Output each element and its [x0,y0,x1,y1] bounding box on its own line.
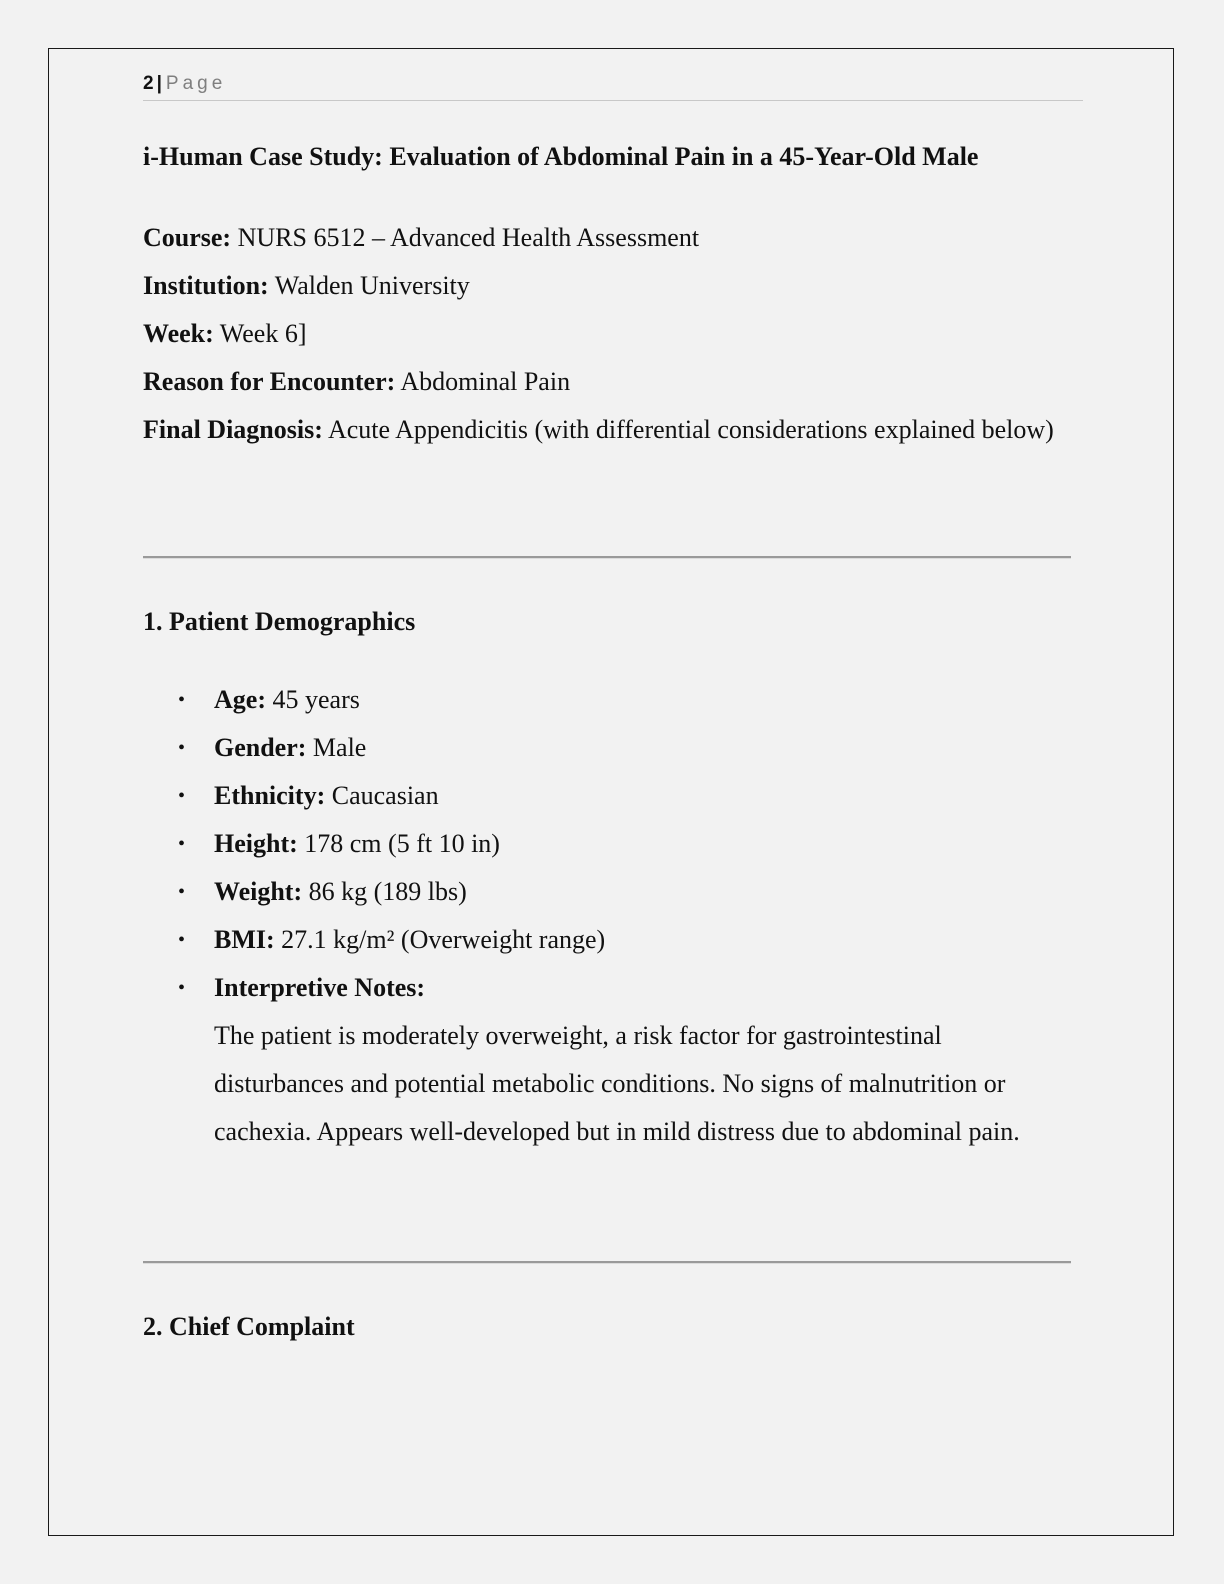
meta-week-value: Week 6] [219,319,307,348]
meta-reason-label: Reason for Encounter: [143,367,396,396]
meta-week [143,310,1063,358]
item-label: BMI: [214,925,275,954]
meta-diagnosis-label: Final Diagnosis: [143,415,323,444]
list-item-weight [178,868,1074,916]
meta-course [143,214,1063,262]
item-label: Height: [214,829,298,858]
interpretive-notes-text: The patient is moderately overweight, a risk factor for gastrointestinal disturbances and potential metabolic conditions. No signs of malnutrition or cachexia. Appears well-developed but in mild distress due to abdominal pain. [214,1021,1020,1146]
meta-week-label: Week: [143,319,214,348]
list-item-height [178,820,1074,868]
item-value: Caucasian [331,781,439,810]
meta-institution-label: Institution: [143,271,269,300]
page-word: Page [165,73,227,94]
meta-institution [143,262,1063,310]
section-heading-chief-complaint: 2. Chief Complaint [143,1312,355,1341]
bullet-icon: • [178,833,186,855]
meta-course-value: NURS 6512 – Advanced Health Assessment [237,223,700,252]
list-item-ethnicity [178,772,1074,820]
item-value: 86 kg (189 lbs) [308,877,467,906]
list-item-gender [178,724,1074,772]
page-header [143,70,1083,101]
bullet-icon: • [178,881,186,903]
page-number: 2 [143,73,154,94]
bullet-icon: • [178,737,186,759]
meta-institution-value: Walden University [274,271,470,300]
item-label: Age: [214,685,266,714]
meta-diagnosis-value: Acute Appendicitis (with differential considerations explained below) [327,415,1054,444]
section-heading-demographics: 1. Patient Demographics [143,607,416,636]
item-value: 45 years [272,685,360,714]
item-label: Ethnicity: [214,781,326,810]
case-metadata [143,214,1063,454]
list-item-age [178,676,1074,724]
item-label: Gender: [214,733,307,762]
page-separator: | [156,73,162,94]
meta-course-label: Course: [143,223,232,252]
bullet-icon: • [178,689,186,711]
list-item-bmi [178,916,1074,964]
bullet-icon: • [178,785,186,807]
demographics-list [178,676,1074,1156]
item-label: Interpretive Notes: [214,973,426,1002]
meta-diagnosis [143,406,1063,454]
list-item-interpretive-notes [178,964,1074,1156]
item-value: 178 cm (5 ft 10 in) [304,829,500,858]
item-label: Weight: [214,877,303,906]
item-value: 27.1 kg/m² (Overweight range) [281,925,606,954]
document-title: i-Human Case Study: Evaluation of Abdominal Pain in a 45-Year-Old Male [143,142,979,171]
bullet-icon: • [178,929,186,951]
meta-reason [143,358,1063,406]
meta-reason-value: Abdominal Pain [400,367,571,396]
section-divider [143,556,1071,558]
section-divider [143,1261,1071,1263]
bullet-icon: • [178,977,186,999]
item-value: Male [312,733,367,762]
